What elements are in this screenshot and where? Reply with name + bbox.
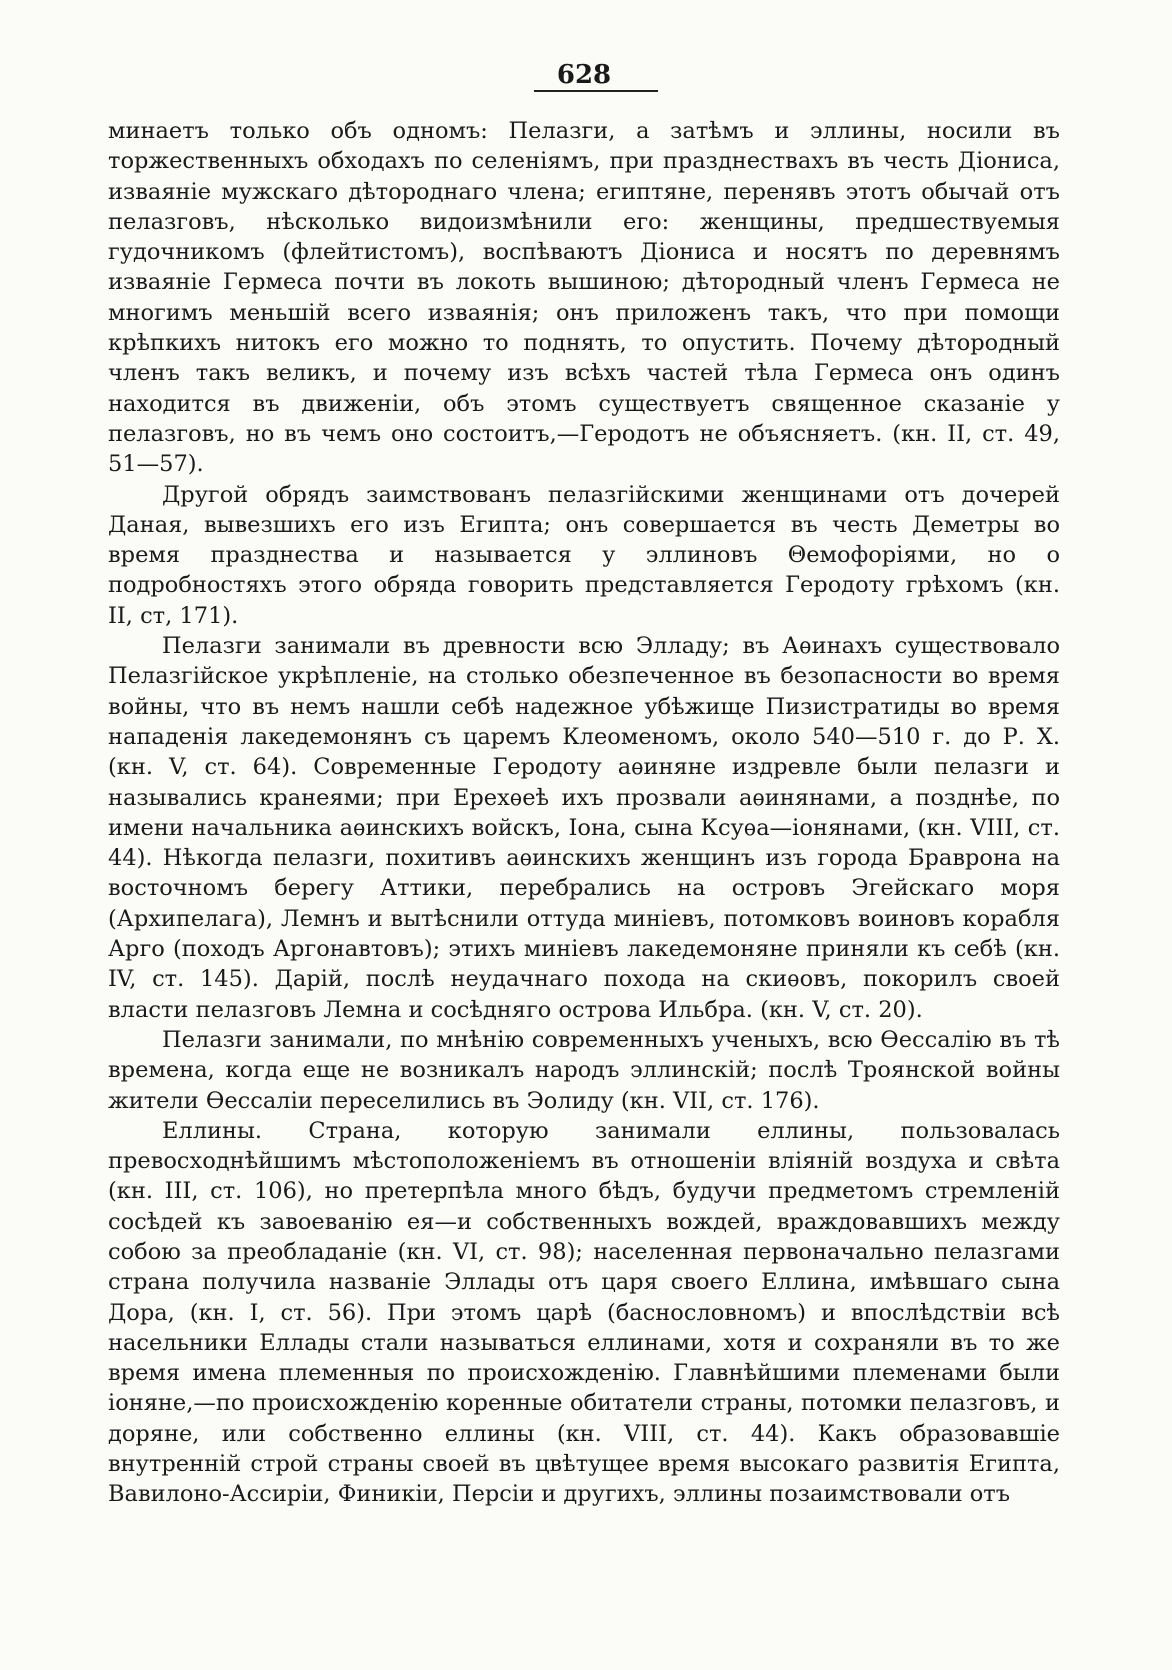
paragraph: Пелазги занимали, по мнѣнію современныхъ ученыхъ, всю Ѳессалію въ тѣ времена, когда еще не возникалъ народъ эллинскій; послѣ Троянской войны жители Ѳессаліи переселились въ Эолиду (кн. VII, ст. 176). — [108, 1026, 1060, 1114]
paragraph: Еллины. Страна, которую занимали еллины, пользовалась превосходнѣйшимъ мѣстоположеніемъ въ отношеніи вліяній воздуха и свѣта (кн. III, ст. 106), но претерпѣла много бѣдъ, будучи предметомъ стремленій сосѣдей къ завоеванію ея—и собственныхъ вождей, враждовавшихъ между собою за преобладаніе (кн. VI, ст. 98); населенная первоначально пелазгами страна получила названіе Эллады отъ царя своего Еллина, имѣвшаго сына Дора, (кн. I, ст. 56). При этомъ царѣ (баснословномъ) и впослѣдствіи всѣ насельники Еллады стали называться еллинами, хотя и сохраняли въ то же время имена племенныя по происхожденію. Главнѣйшими племенами были іоняне,—по происхожденію коренные обитатели страны, потомки пелазговъ, и доряне, или собственно еллины (кн. VIII, ст. 44). Какъ образовавшіе внутренній строй страны своей въ цвѣтущее время высокаго развитія Египта, Вавилоно-Ассиріи, Финикіи, Персіи и другихъ, эллины позаимствовали отъ — [108, 1117, 1060, 1508]
paragraph: минаетъ только объ одномъ: Пелазги, а затѣмъ и эллины, носили въ торжественныхъ обходахъ по селеніямъ, при празднествахъ въ честь Діониса, изваяніе мужскаго дѣтороднаго члена; египтяне, перенявъ этотъ обычай отъ пелазговъ, нѣсколько видоизмѣнили его: женщины, предшествуемыя гудочникомъ (флейтистомъ), воспѣваютъ Діониса и носятъ по деревнямъ изваяніе Гермеса почти въ локоть вышиною; дѣтородный членъ Гермеса не многимъ меньшій всего изваянія; онъ приложенъ такъ, что при помощи крѣпкихъ нитокъ его можно то поднять, то опустить. Почему дѣтородный членъ такъ великъ, и почему изъ всѣхъ частей тѣла Гермеса онъ одинъ находится въ движеніи, объ этомъ существуетъ священное сказаніе у пелазговъ, но въ чемъ оно состоитъ,—Геродотъ не объясняетъ. (кн. II, ст. 49, 51—57). — [108, 118, 1060, 478]
paragraph: Пелазги занимали въ древности всю Элладу; въ Аѳинахъ существовало Пелазгійское укрѣпленіе, на столько обезпеченное въ безопасности во время войны, что въ немъ нашли себѣ надежное убѣжище Пизистратиды во время нападенія лакедемонянъ съ царемъ Клеоменомъ, около 540—510 г. до Р. Х. (кн. V, ст. 64). Современные Геродоту аѳиняне издревле были пелазги и назывались кранеями; при Ерехѳеѣ ихъ прозвали аѳинянами, а позднѣе, по имени начальника аѳинскихъ войскъ, Іона, сына Ксуѳа—іонянами, (кн. VIII, ст. 44). Нѣкогда пелазги, похитивъ аѳинскихъ женщинъ изъ города Браврона на восточномъ берегу Аттики, перебрались на островъ Эгейскаго моря (Архипелага), Лемнъ и вытѣснили оттуда миніевъ, потомковъ воиновъ корабля Арго (походъ Аргонавтовъ); этихъ миніевъ лакедемоняне приняли къ себѣ (кн. IV, ст. 145). Дарій, послѣ неудачнаго похода на скиѳовъ, покорилъ своей власти пелазговъ Лемна и сосѣдняго острова Ильбра. (кн. V, ст. 20). — [108, 633, 1060, 1023]
body-text — [108, 116, 1060, 1510]
page-number-rule — [534, 90, 658, 92]
page-number: 628 — [556, 60, 612, 90]
book-page — [108, 60, 1060, 1510]
paragraph: Другой обрядъ заимствованъ пелазгійскими женщинами отъ дочерей Даная, вывезшихъ его изъ Египта; онъ совершается въ честь Деметры во время празднества и называется у эллиновъ Θемофоріями, но о подробностяхъ этого обряда говорить представляется Геродоту грѣхомъ (кн. II, ст, 171). — [108, 481, 1060, 629]
